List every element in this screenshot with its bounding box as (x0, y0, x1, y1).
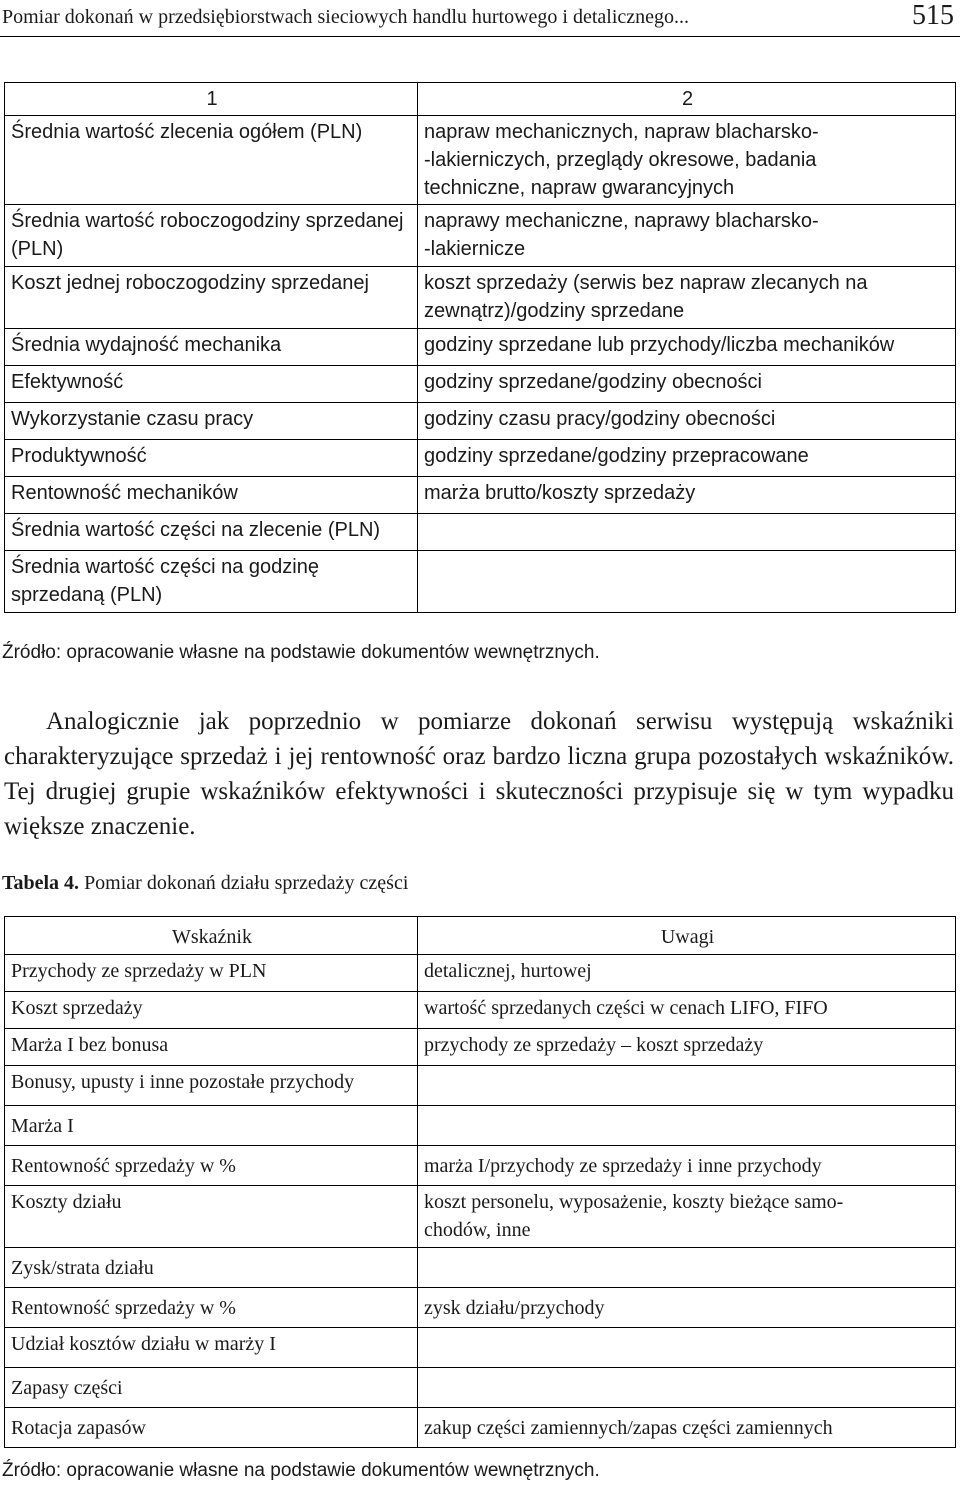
table-service-indicators (4, 82, 956, 613)
table-row (5, 440, 956, 477)
running-title: Pomiar dokonań w przedsiębiorstwach sieciowych handlu hurtowego i detalicznego... (2, 6, 690, 28)
column-header-notes: Uwagi (418, 917, 956, 955)
indicator-cell: Marża I bez bonusa (5, 1029, 418, 1066)
table-source-note: Źródło: opracowanie własne na podstawie dokumentów wewnętrznych. (2, 642, 600, 663)
column-header-indicator: Wskaźnik (5, 917, 418, 955)
table-row (5, 116, 956, 205)
note-cell (418, 551, 956, 613)
indicator-cell: Efektywność (5, 366, 418, 403)
note-cell: koszt sprzedaży (serwis bez napraw zlecanych na zewnątrz)/godziny sprzedane (418, 267, 956, 329)
table-row (5, 1029, 956, 1066)
indicator-cell: Zapasy części (5, 1368, 418, 1408)
indicator-cell: Produktywność (5, 440, 418, 477)
note-cell (418, 1106, 956, 1146)
paragraph-text: Analogicznie jak poprzednio w pomiarze dokonań serwisu występują wskaźniki charakteryzujące sprzedaż i jej rentowność oraz bardzo liczna grupa pozostałych wskaźników. Tej drugiej grupie wskaźników efektywności i skuteczności przypisuje się w tym wypadku większe znaczenie. (4, 708, 954, 840)
body-paragraph (4, 704, 954, 844)
table-row (5, 992, 956, 1029)
table-row (5, 267, 956, 329)
table-row (5, 403, 956, 440)
note-cell: zysk działu/przychody (418, 1288, 956, 1328)
table-parts-sales-indicators (4, 916, 956, 1448)
table-row (5, 551, 956, 613)
note-cell: zakup części zamiennych/zapas części zamiennych (418, 1408, 956, 1448)
indicator-cell: Marża I (5, 1106, 418, 1146)
note-cell: przychody ze sprzedaży – koszt sprzedaży (418, 1029, 956, 1066)
indicator-cell: Bonusy, upusty i inne pozostałe przychody (5, 1066, 418, 1106)
indicator-cell: Udział kosztów działu w marży I (5, 1328, 418, 1368)
indicator-cell: Średnia wartość zlecenia ogółem (PLN) (5, 116, 418, 205)
table-row (5, 1186, 956, 1248)
note-cell: marża I/przychody ze sprzedaży i inne przychody (418, 1146, 956, 1186)
table-source-note: Źródło: opracowanie własne na podstawie dokumentów wewnętrznych. (2, 1460, 600, 1481)
table-row (5, 1248, 956, 1288)
indicator-cell: Rentowność sprzedaży w % (5, 1146, 418, 1186)
indicator-cell: Średnia wydajność mechanika (5, 329, 418, 366)
table-row (5, 1288, 956, 1328)
indicator-cell: Zysk/strata działu (5, 1248, 418, 1288)
note-cell (418, 514, 956, 551)
note-cell: marża brutto/koszty sprzedaży (418, 477, 956, 514)
table-row (5, 1106, 956, 1146)
table-row (5, 477, 956, 514)
table-row (5, 1368, 956, 1408)
column-header-1: 1 (5, 83, 418, 116)
note-cell: napraw mechanicznych, napraw blacharsko- -lakierniczych, przeglądy okresowe, badania techniczne, napraw gwarancyjnych (418, 116, 956, 205)
table-caption-text: Pomiar dokonań działu sprzedaży części (79, 872, 409, 894)
indicator-cell: Koszt sprzedaży (5, 992, 418, 1029)
indicator-cell: Średnia wartość roboczogodziny sprzedanej (PLN) (5, 205, 418, 267)
table-row (5, 1408, 956, 1448)
table-row (5, 1328, 956, 1368)
table-row (5, 514, 956, 551)
table-caption-label: Tabela 4. (2, 872, 80, 894)
indicator-cell: Wykorzystanie czasu pracy (5, 403, 418, 440)
note-cell: naprawy mechaniczne, naprawy blacharsko- -lakiernicze (418, 205, 956, 267)
note-cell (418, 1328, 956, 1368)
note-cell: godziny sprzedane lub przychody/liczba mechaników (418, 329, 956, 366)
table-row (5, 329, 956, 366)
note-cell: godziny sprzedane/godziny przepracowane (418, 440, 956, 477)
note-cell: wartość sprzedanych części w cenach LIFO, FIFO (418, 992, 956, 1029)
indicator-cell: Koszty działu (5, 1186, 418, 1248)
indicator-cell: Średnia wartość części na godzinę sprzedaną (PLN) (5, 551, 418, 613)
indicator-cell: Przychody ze sprzedaży w PLN (5, 955, 418, 992)
table-caption (2, 872, 408, 895)
table-row (5, 366, 956, 403)
page-header (0, 0, 960, 37)
note-cell (418, 1368, 956, 1408)
note-cell: godziny czasu pracy/godziny obecności (418, 403, 956, 440)
note-cell (418, 1248, 956, 1288)
note-cell: koszt personelu, wyposażenie, koszty bieżące samo- chodów, inne (418, 1186, 956, 1248)
note-cell: detalicznej, hurtowej (418, 955, 956, 992)
table-row (5, 1066, 956, 1106)
indicator-cell: Rentowność mechaników (5, 477, 418, 514)
note-cell (418, 1066, 956, 1106)
table-header-row (5, 83, 956, 116)
indicator-cell: Rotacja zapasów (5, 1408, 418, 1448)
note-cell: godziny sprzedane/godziny obecności (418, 366, 956, 403)
table-row (5, 955, 956, 992)
column-header-2: 2 (418, 83, 956, 116)
indicator-cell: Średnia wartość części na zlecenie (PLN) (5, 514, 418, 551)
indicator-cell: Rentowność sprzedaży w % (5, 1288, 418, 1328)
page-number: 515 (912, 0, 954, 31)
table-header-row (5, 917, 956, 955)
table-row (5, 205, 956, 267)
table-row (5, 1146, 956, 1186)
indicator-cell: Koszt jednej roboczogodziny sprzedanej (5, 267, 418, 329)
